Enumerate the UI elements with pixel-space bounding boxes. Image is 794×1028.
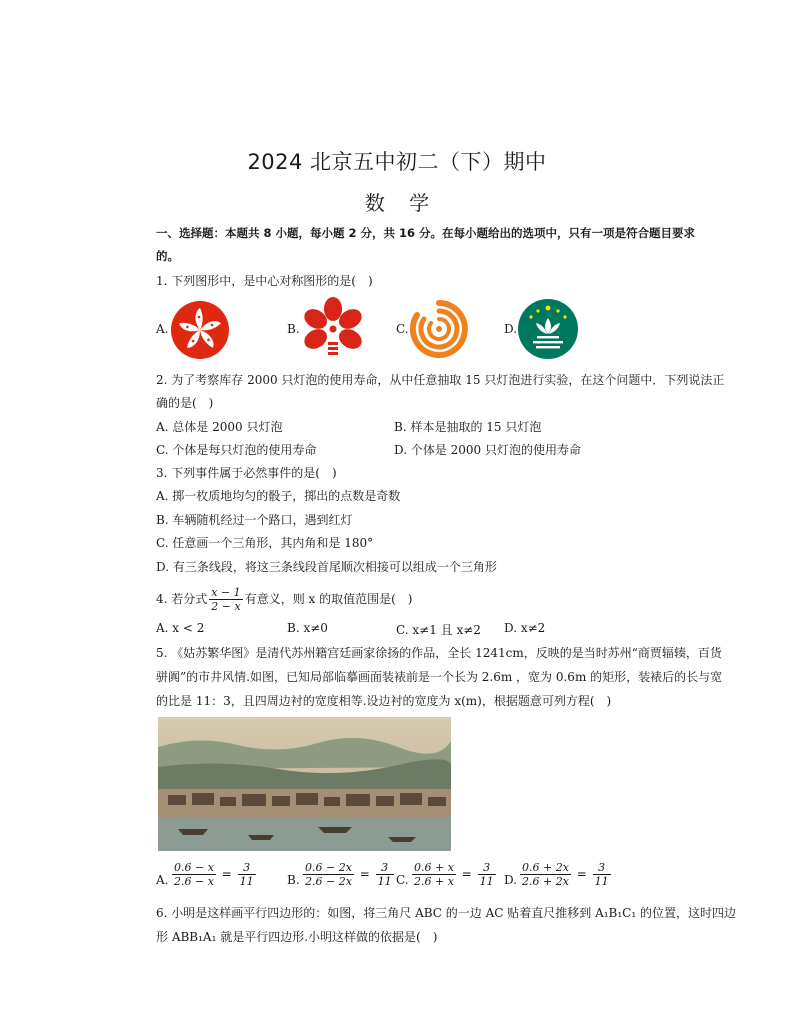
q5-d-den: 2.6 + 2x bbox=[522, 875, 569, 888]
q5-option-b: $\frac{0.6 - 2x}{2.6 - 2x}$ = $\frac{3}{11}$ bbox=[305, 861, 392, 888]
q5-label-b: B. bbox=[287, 873, 300, 887]
q3-option-a: A. 掷一枚质地均匀的骰子，掷出的点数是奇数 bbox=[156, 489, 401, 503]
q5-a-rhs-den: 11 bbox=[239, 875, 254, 888]
q4-option-c: C. x≠1 且 x≠2 bbox=[396, 623, 481, 637]
q5-b-rhs-num: 3 bbox=[376, 861, 394, 875]
q5-c-den: 2.6 + x bbox=[414, 875, 454, 888]
q5-stem: 5. 《姑苏繁华图》是清代苏州籍宫廷画家徐扬的作品，全长 1241cm，反映的是当时苏州“商贾辐辏，百货 bbox=[156, 646, 722, 660]
q5-d-rhs-num: 3 bbox=[593, 861, 611, 875]
q5-option-d: $\frac{0.6 + 2x}{2.6 + 2x}$ = $\frac{3}{11}$ bbox=[522, 861, 609, 888]
q5-a-rhs-num: 3 bbox=[238, 861, 256, 875]
q4-stem bbox=[156, 584, 412, 614]
q5-option-c: $\frac{0.6 + x}{2.6 + x}$ = $\frac{3}{11}$ bbox=[414, 861, 494, 888]
q3-option-c: C. 任意画一个三角形，其内角和是 180° bbox=[156, 536, 374, 550]
q5-label-c: C. bbox=[396, 873, 409, 887]
q2-option-c: C. 个体是每只灯泡的使用寿命 bbox=[156, 443, 317, 457]
q5-c-rhs-den: 11 bbox=[479, 875, 494, 888]
q5-option-a: $\frac{0.6 - x}{2.6 - x}$ = $\frac{3}{11}$ bbox=[174, 861, 254, 888]
q5-d-rhs-den: 11 bbox=[594, 875, 609, 888]
section-heading-cont: 的。 bbox=[156, 249, 179, 263]
q6-stem: 6. 小明是这样画平行四边形的：如图，将三角尺 ABC 的一边 AC 贴着直尺推移到 A₁B₁C₁ 的位置，这时四边 bbox=[156, 906, 736, 920]
q4-option-d: D. x≠2 bbox=[504, 621, 546, 635]
q3-stem: 3. 下列事件属于必然事件的是( ) bbox=[156, 466, 337, 480]
q4-option-a: A. x < 2 bbox=[156, 621, 205, 635]
exam-subject: 数 学 bbox=[364, 191, 430, 215]
q4-option-b: B. x≠0 bbox=[287, 621, 328, 635]
q6-stem-cont: 形 ABB₁A₁ 就是平行四边形.小明这样做的依据是( ) bbox=[156, 930, 438, 944]
q5-stem-cont1: 骈阗”的市井风情.如图，已知局部临摹画面装裱前是一个长为 2.6m ，宽为 0.6m 的矩形，装裱后的长与宽 bbox=[156, 670, 723, 684]
q2-option-b: B. 样本是抽取的 15 只灯泡 bbox=[394, 420, 542, 434]
q4-fraction bbox=[209, 586, 242, 613]
q1-label-b: B. bbox=[287, 322, 300, 336]
q1-stem: 1. 下列图形中，是中心对称图形的是( ) bbox=[156, 274, 373, 288]
q2-stem: 2. 为了考察库存 2000 只灯泡的使用寿命，从中任意抽取 15 只灯泡进行实验，在这个问题中．下列说法正 bbox=[156, 373, 725, 387]
red-flower-icon bbox=[300, 296, 366, 362]
q5-a-num: 0.6 − x bbox=[174, 861, 214, 874]
q5-c-num: 0.6 + x bbox=[414, 861, 454, 874]
q4-suffix: 有意义，则 x 的取值范围是( ) bbox=[244, 592, 413, 606]
exam-title: 2024 北京五中初二（下）期中 bbox=[247, 150, 547, 174]
q4-frac-num: x − 1 bbox=[211, 586, 241, 599]
q5-a-den: 2.6 − x bbox=[174, 875, 214, 888]
q5-stem-cont2: 的比是 11：3，且四周边衬的宽度相等.设边衬的宽度为 x(m)，根据题意可列方程( ) bbox=[156, 694, 612, 708]
q1-label-d: D. bbox=[504, 322, 518, 336]
orange-swirl-icon bbox=[408, 298, 470, 360]
q5-c-rhs-num: 3 bbox=[478, 861, 496, 875]
q2-stem-cont: 确的是( ) bbox=[156, 396, 214, 410]
q1-label-a: A. bbox=[156, 322, 169, 336]
q3-option-d: D. 有三条线段，将这三条线段首尾顺次相接可以组成一个三角形 bbox=[156, 560, 497, 574]
q5-b-rhs-den: 11 bbox=[377, 875, 392, 888]
q5-b-num: 0.6 − 2x bbox=[305, 861, 352, 874]
section-heading: 一、选择题：本题共 8 小题，每小题 2 分，共 16 分。在每小题给出的选项中，只有一项是符合题目要求 bbox=[156, 226, 696, 240]
q2-option-a: A. 总体是 2000 只灯泡 bbox=[156, 420, 283, 434]
q5-b-den: 2.6 − 2x bbox=[305, 875, 352, 888]
q3-option-b: B. 车辆随机经过一个路口，遇到红灯 bbox=[156, 513, 353, 527]
hong-kong-bauhinia-icon bbox=[170, 300, 230, 360]
q1-label-c: C. bbox=[396, 322, 409, 336]
macau-flag-icon bbox=[517, 298, 579, 360]
q4-prefix: 4. 若分式 bbox=[156, 592, 208, 606]
q5-d-num: 0.6 + 2x bbox=[522, 861, 569, 874]
q5-label-a: A. bbox=[156, 873, 169, 887]
q4-frac-den: 2 − x bbox=[211, 600, 241, 613]
gusu-painting-image bbox=[158, 717, 451, 851]
q5-options bbox=[156, 861, 656, 895]
q5-label-d: D. bbox=[504, 873, 518, 887]
q2-option-d: D. 个体是 2000 只灯泡的使用寿命 bbox=[394, 443, 581, 457]
